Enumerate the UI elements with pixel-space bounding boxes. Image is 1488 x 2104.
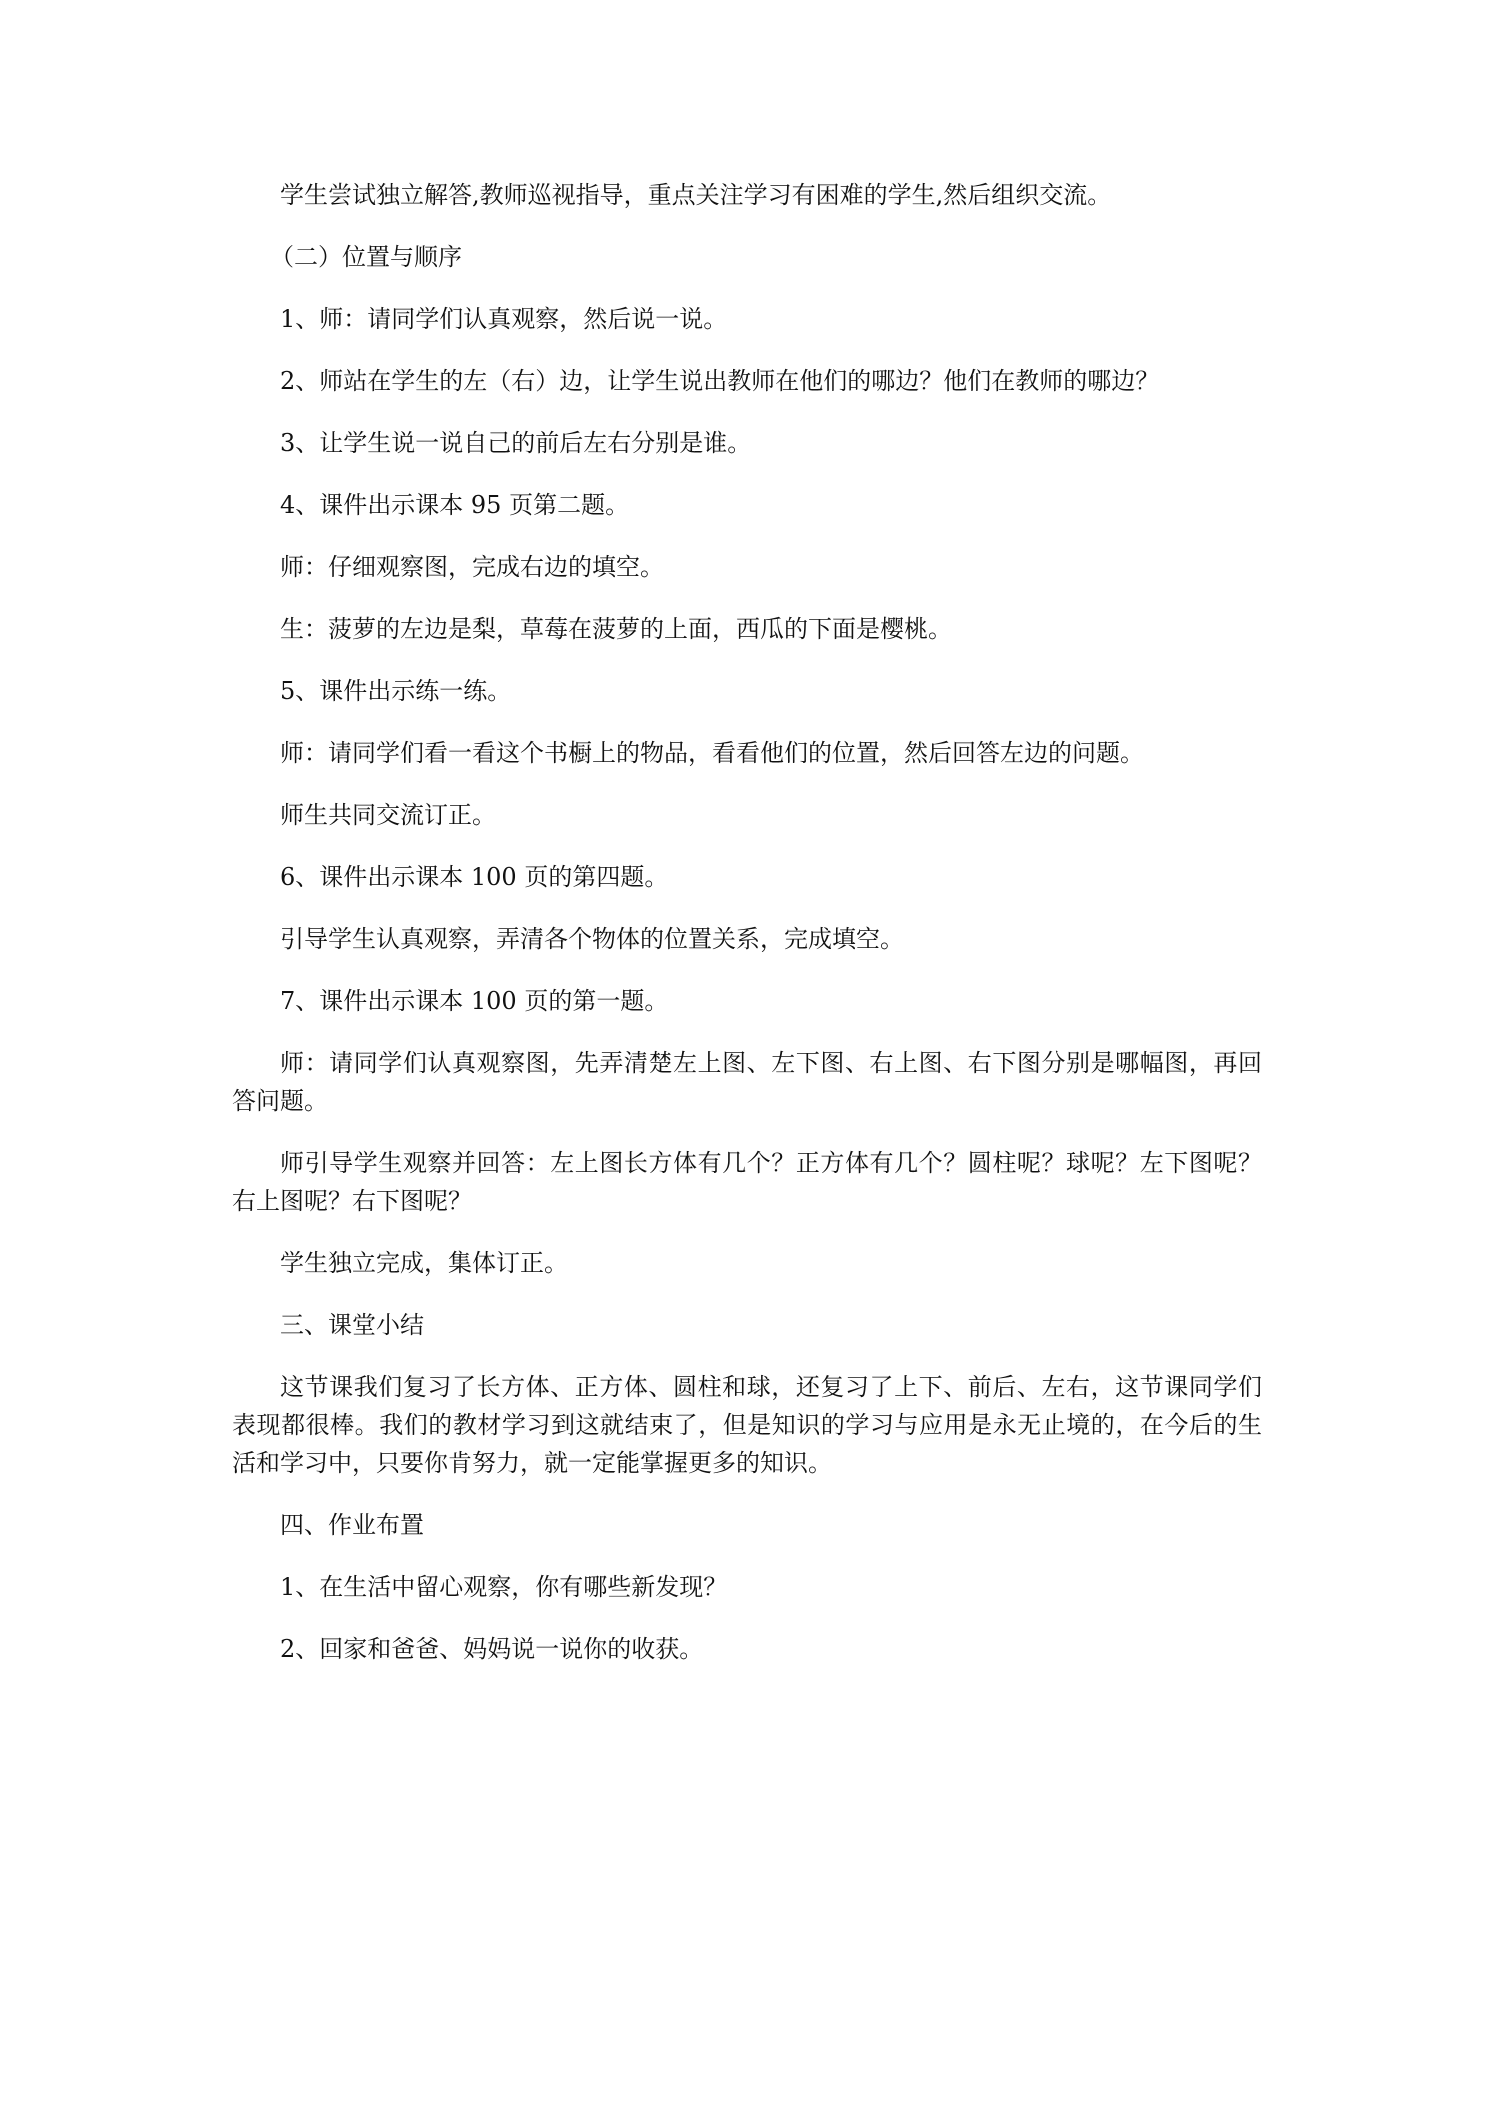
teacher-line-four-pictures: 师：请同学们认真观察图，先弄清楚左上图、左下图、右上图、右下图分别是哪幅图，再回答问题。 — [232, 1049, 1262, 1115]
student-line-fruit: 生：菠萝的左边是梨，草莓在菠萝的上面，西瓜的下面是樱桃。 — [280, 615, 952, 643]
section-heading-summary: 三、课堂小结 — [280, 1311, 424, 1339]
list-item-4: 4、课件出示课本 95 页第二题。 — [280, 491, 630, 519]
teacher-line-observe: 师：仔细观察图，完成右边的填空。 — [280, 553, 664, 581]
list-item-1: 1、师：请同学们认真观察，然后说一说。 — [280, 305, 728, 333]
list-item-6: 6、课件出示课本 100 页的第四题。 — [280, 863, 669, 891]
paragraph-guide-observe: 引导学生认真观察，弄清各个物体的位置关系，完成填空。 — [280, 925, 904, 953]
homework-item-1: 1、在生活中留心观察，你有哪些新发现？ — [280, 1573, 728, 1601]
homework-item-2: 2、回家和爸爸、妈妈说一说你的收获。 — [280, 1635, 704, 1663]
list-item-7: 7、课件出示课本 100 页的第一题。 — [280, 987, 669, 1015]
paragraph-student-attempt: 学生尝试独立解答,教师巡视指导，重点关注学习有困难的学生,然后组织交流。 — [280, 181, 1112, 209]
document-body — [232, 176, 1262, 1692]
section-heading-position-order: （二）位置与顺序 — [270, 243, 462, 271]
paragraph-guide-answer: 师引导学生观察并回答：左上图长方体有几个？正方体有几个？圆柱呢？球呢？左下图呢？右上图呢？右下图呢？ — [232, 1149, 1262, 1215]
section-heading-homework: 四、作业布置 — [280, 1511, 424, 1539]
list-item-3: 3、让学生说一说自己的前后左右分别是谁。 — [280, 429, 752, 457]
list-item-2: 2、师站在学生的左（右）边，让学生说出教师在他们的哪边？他们在教师的哪边？ — [280, 367, 1160, 395]
list-item-5: 5、课件出示练一练。 — [280, 677, 512, 705]
paragraph-independent-complete: 学生独立完成，集体订正。 — [280, 1249, 568, 1277]
paragraph-correct-together: 师生共同交流订正。 — [280, 801, 496, 829]
paragraph-summary: 这节课我们复习了长方体、正方体、圆柱和球，还复习了上下、前后、左右，这节课同学们表现都很棒。我们的教材学习到这就结束了，但是知识的学习与应用是永无止境的，在今后的生活和学习中，只要你肯努力，就一定能掌握更多的知识。 — [232, 1373, 1262, 1477]
teacher-line-bookshelf: 师：请同学们看一看这个书橱上的物品，看看他们的位置，然后回答左边的问题。 — [280, 739, 1144, 767]
